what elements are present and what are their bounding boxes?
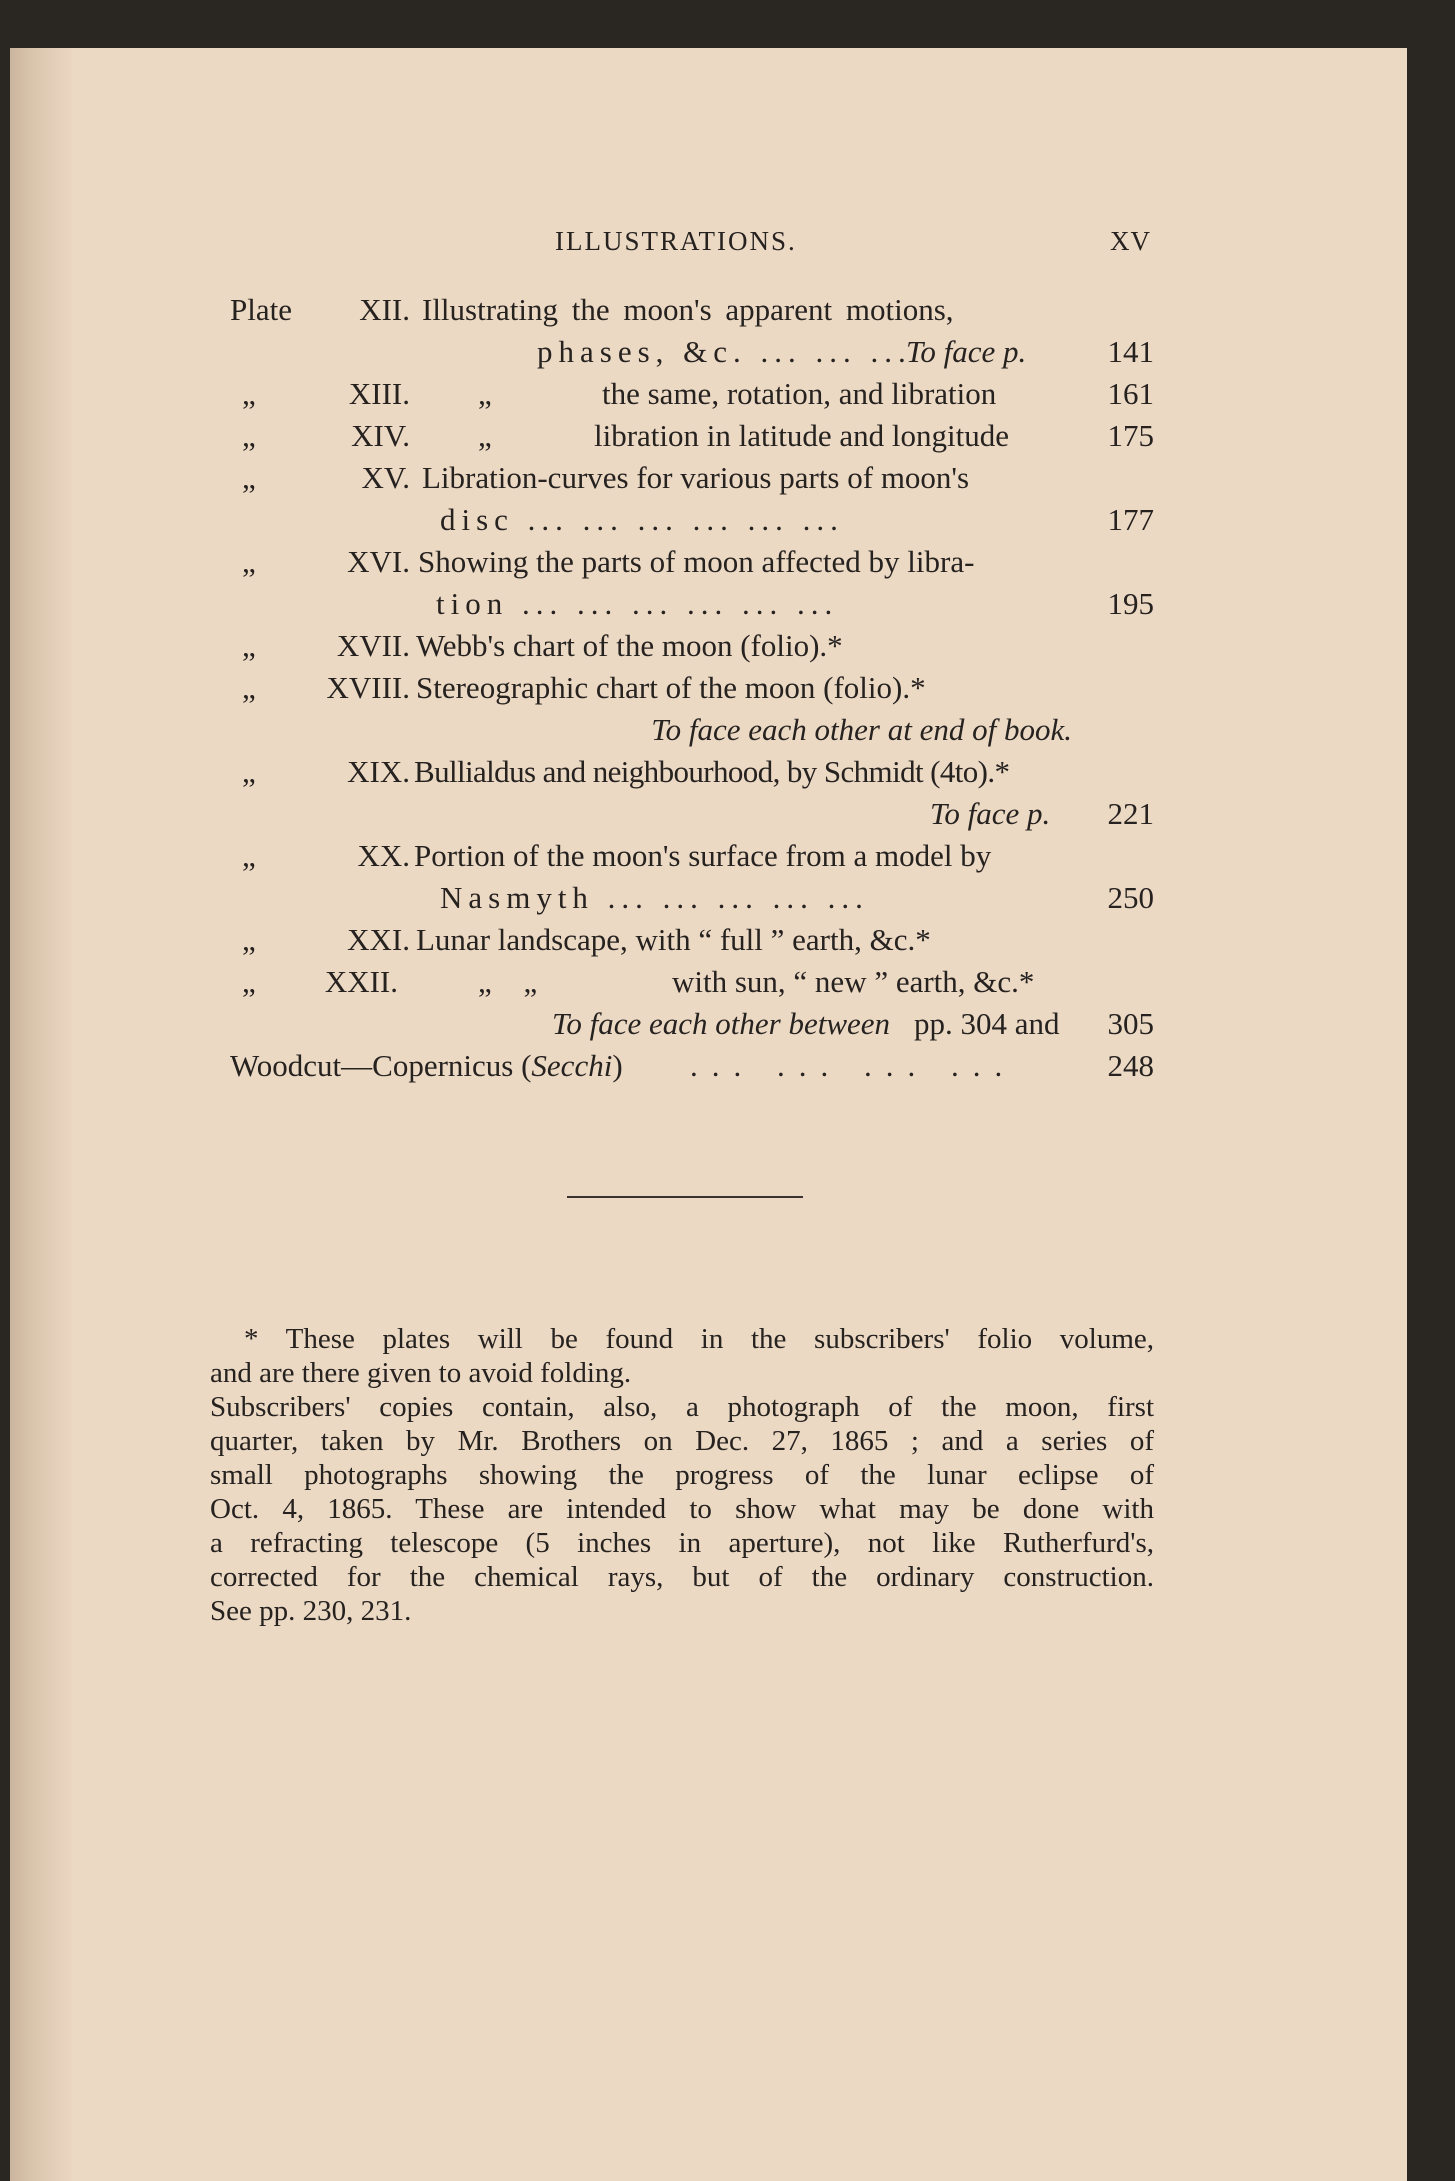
ditto-mark: „ (242, 628, 256, 663)
footnote-line: and are there given to avoid folding. (210, 1357, 632, 1389)
list-item (230, 668, 1154, 708)
footnote-line: See pp. 230, 231. (210, 1595, 412, 1627)
list-item (230, 290, 1154, 330)
plate-description: Webb's chart of the moon (folio).* (416, 628, 843, 663)
woodcut-label: Woodcut—Copernicus ( (230, 1048, 532, 1083)
plate-number: XV. (361, 460, 410, 495)
face-note: To face each other at end of book. (651, 712, 1072, 747)
woodcut-paren: ) (612, 1048, 623, 1083)
footnote-line: corrected for the chemical rays, but of the ordinary construction. (210, 1561, 1154, 1593)
plate-number: XVII. (336, 628, 410, 663)
footnote-line: quarter, taken by Mr. Brothers on Dec. 27, 1865 ; and a series of (210, 1425, 1154, 1457)
plate-description: with sun, “ new ” earth, &c.* (672, 964, 1035, 999)
face-note: To face each other between (552, 1006, 891, 1041)
page-ref: 221 (1107, 796, 1154, 831)
list-item (230, 752, 1154, 792)
page-ref: 161 (1107, 376, 1154, 411)
list-item (230, 836, 1154, 876)
section-divider (567, 1196, 803, 1198)
list-item (230, 626, 1154, 666)
list-item (230, 710, 1154, 750)
list-item (230, 920, 1154, 960)
list-item (230, 1046, 1154, 1086)
list-item (230, 584, 1154, 624)
page-ref: 248 (1107, 1048, 1154, 1083)
continuation-text: phases, &c. ... ... ... (537, 334, 912, 369)
ditto-mark: „ (478, 376, 492, 411)
plate-description: Showing the parts of moon affected by libra- (418, 544, 975, 579)
plate-description: Libration-curves for various parts of moon's (422, 460, 970, 495)
face-note-tail: pp. 304 and (914, 1006, 1060, 1041)
list-item (230, 332, 1154, 372)
plate-description: Stereographic chart of the moon (folio).* (416, 670, 926, 705)
running-head: ILLUSTRATIONS. (555, 226, 797, 256)
page-ref: 141 (1107, 334, 1154, 369)
ditto-mark: „ (242, 838, 256, 873)
footnote-line: a refracting telescope (5 inches in aperture), not like Rutherfurd's, (210, 1527, 1154, 1559)
footnote-line: * These plates will be found in the subscribers' folio volume, (244, 1323, 1154, 1355)
list-item (230, 374, 1154, 414)
plate-number: XVI. (347, 544, 410, 579)
woodcut-source: Secchi (531, 1048, 613, 1083)
list-item (230, 458, 1154, 498)
continuation-text: Nasmyth ... ... ... ... ... (440, 880, 869, 915)
continuation-text: tion ... ... ... ... ... ... (436, 586, 839, 621)
plate-description: the same, rotation, and libration (602, 376, 997, 411)
plate-description: Portion of the moon's surface from a model by (414, 838, 992, 873)
ditto-mark: „ (242, 460, 256, 495)
plate-number: XXII. (324, 964, 398, 999)
page-ref: 250 (1107, 880, 1154, 915)
ditto-mark: „ (242, 964, 256, 999)
list-item (230, 962, 1154, 1002)
plate-number: XX. (357, 838, 410, 873)
plate-number: XII. (359, 292, 410, 327)
plate-description: Illustrating the moon's apparent motions, (422, 292, 954, 327)
footnote-line: Subscribers' copies contain, also, a photograph of the moon, first (210, 1391, 1154, 1423)
plate-number: XIX. (347, 754, 410, 789)
plate-number: XXI. (347, 922, 410, 957)
ditto-mark: „ (242, 754, 256, 789)
face-note: To face p. (906, 334, 1027, 369)
plate-number: XIV. (351, 418, 410, 453)
plate-description: Lunar landscape, with “ full ” earth, &c.* (416, 922, 931, 957)
ditto-mark: „ (242, 418, 256, 453)
page-number: XV (1110, 226, 1151, 256)
list-item (230, 794, 1154, 834)
list-item (230, 542, 1154, 582)
footnote-line: Oct. 4, 1865. These are intended to show what may be done with (210, 1493, 1154, 1525)
ditto-mark: „ (242, 922, 256, 957)
ditto-mark: „ „ (478, 964, 538, 999)
scan-border-left (0, 0, 10, 2181)
page-ref: 175 (1107, 418, 1154, 453)
page-ref: 195 (1107, 586, 1154, 621)
continuation-text: ... ... ... ... (690, 1048, 1017, 1083)
list-item (230, 1004, 1154, 1044)
scan-border-right (1407, 0, 1455, 2181)
list-item (230, 878, 1154, 918)
ditto-mark: „ (478, 418, 492, 453)
page-ref: 177 (1107, 502, 1154, 537)
plate-label: Plate (230, 292, 292, 327)
list-item (230, 416, 1154, 456)
ditto-mark: „ (242, 376, 256, 411)
page-ref: 305 (1107, 1006, 1154, 1041)
continuation-text: disc ... ... ... ... ... ... (440, 502, 844, 537)
plate-description: Bullialdus and neighbourhood, by Schmidt (4to).* (414, 754, 1010, 789)
footnote-line: small photographs showing the progress of the lunar eclipse of (210, 1459, 1154, 1491)
plate-number: XVIII. (326, 670, 410, 705)
book-gutter (10, 48, 72, 2181)
scan-border-top (0, 0, 1455, 48)
ditto-mark: „ (242, 544, 256, 579)
list-item (230, 500, 1154, 540)
plate-description: libration in latitude and longitude (594, 418, 1009, 453)
face-note: To face p. (930, 796, 1051, 831)
plate-number: XIII. (348, 376, 410, 411)
ditto-mark: „ (242, 670, 256, 705)
